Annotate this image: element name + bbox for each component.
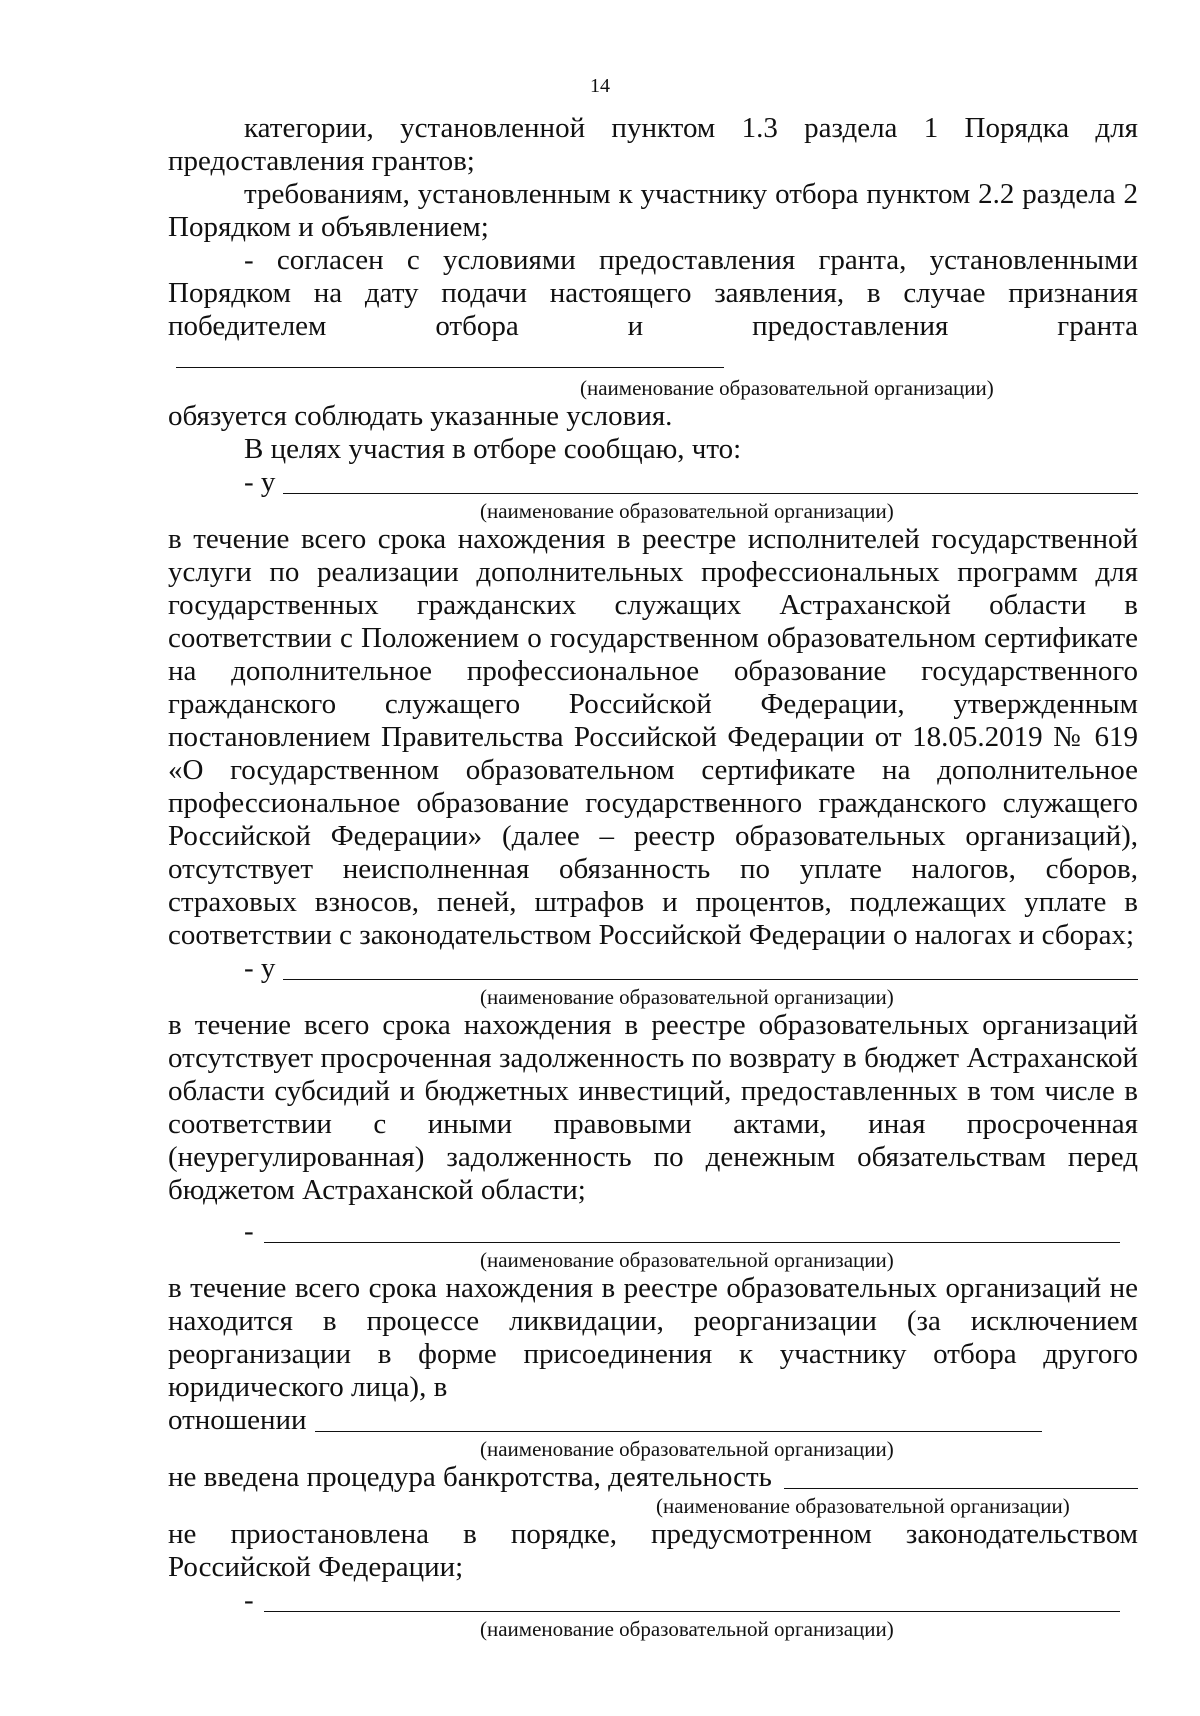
org-name-blank-2[interactable] [283, 492, 1138, 494]
org-name-blank-3[interactable] [283, 978, 1138, 980]
relation-label: отношении [168, 1404, 307, 1436]
org-name-blank-6[interactable] [784, 1487, 1138, 1489]
blank-line-dash-1 [168, 1215, 1138, 1248]
org-name-blank-1[interactable] [176, 345, 724, 368]
dash-label: - [244, 1215, 254, 1247]
blank-line-bankruptcy [168, 1461, 1138, 1494]
blank-line-relation [168, 1404, 1138, 1437]
page-number: 14 [590, 75, 610, 97]
blank-line-u-1 [168, 466, 1138, 499]
caption-org-name: (наименование образовательной организации) [656, 1494, 1070, 1518]
dash-u-label: - у [244, 466, 276, 498]
org-name-blank-7[interactable] [264, 1610, 1120, 1612]
paragraph-suspension: не приостановлена в порядке, предусмотренном законодательством Российской Федерации; [168, 1518, 1138, 1583]
org-name-blank-5[interactable] [315, 1430, 1042, 1432]
caption-org-name: (наименование образовательной организации) [480, 1617, 894, 1641]
document-body [168, 112, 1138, 1641]
blank-line-u-2 [168, 952, 1138, 985]
caption-org-name: (наименование образовательной организации) [480, 499, 894, 523]
paragraph-requirements: требованиям, установленным к участнику отбора пунктом 2.2 раздела 2 Порядком и объявлением; [168, 178, 1138, 243]
paragraph-obligation: обязуется соблюдать указанные условия. [168, 400, 673, 432]
dash-label: - [244, 1584, 254, 1616]
org-name-blank-4[interactable] [264, 1241, 1120, 1243]
caption-org-name: (наименование образовательной организации) [480, 985, 894, 1009]
paragraph-tax: в течение всего срока нахождения в реестре исполнителей государственной услуги по реализации дополнительных профессиональных программ для государственных гражданских служащих Астраханской области в соответствии с Положением о государственном образовательном сертификате на дополнительное профессиональное образование государственного гражданского служащего Российской Федерации, утвержденным постановлением Правительства Российской Федерации от 18.05.2019 № 619 «О государственном образовательном сертификате на дополнительное профессиональное образование государственного гражданского служащего Российской Федерации» (далее – реестр образовательных организаций), отсутствует неисполненная обязанность по уплате налогов, сборов, страховых взносов, пеней, штрафов и процентов, подлежащих уплате в соответствии с законодательством Российской Федерации о налогах и сборах; [168, 523, 1138, 951]
paragraph-category: категории, установленной пунктом 1.3 раздела 1 Порядка для предоставления грантов; [168, 112, 1138, 177]
dash-u-label: - у [244, 952, 276, 984]
paragraph-liquidation: в течение всего срока нахождения в реестре образовательных организаций не находится в процессе ликвидации, реорганизации (за исключением реорганизации в форме присоединения к участнику отбора другого юридического лица), в [168, 1272, 1138, 1403]
bankruptcy-label: не введена процедура банкротства, деятельность [168, 1461, 772, 1493]
paragraph-agreement [168, 244, 1138, 376]
blank-line-dash-2 [168, 1584, 1138, 1617]
caption-org-name: (наименование образовательной организации) [580, 376, 994, 400]
paragraph-debt: в течение всего срока нахождения в реестре образовательных организаций отсутствует просроченная задолженность по возврату в бюджет Астраханской области субсидий и бюджетных инвестиций, предоставленных в том числе в соответствии с иными правовыми актами, иная просроченная (неурегулированная) задолженность по денежным обязательствам перед бюджетом Астраханской области; [168, 1009, 1138, 1206]
agreement-text: - согласен с условиями предоставления гранта, установленными Порядком на дату подачи настоящего заявления, в случае признания победителем отбора и предоставления гранта [168, 244, 1138, 342]
caption-org-name: (наименование образовательной организации) [480, 1248, 894, 1272]
caption-org-name: (наименование образовательной организации) [480, 1437, 894, 1461]
paragraph-intro: В целях участия в отборе сообщаю, что: [244, 433, 742, 465]
